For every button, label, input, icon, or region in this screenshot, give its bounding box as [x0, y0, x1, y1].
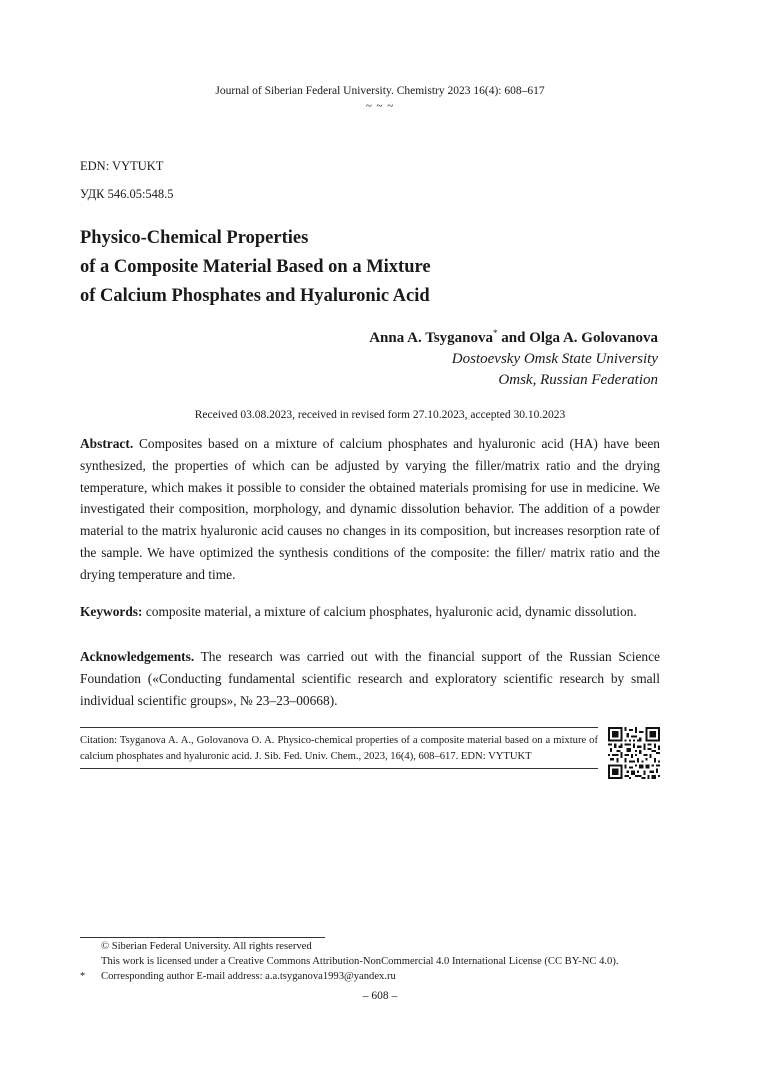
journal-header: Journal of Siberian Federal University. Chemistry 2023 16(4): 608–617 [215, 85, 545, 97]
edn-code: EDN: VYTUKT [80, 159, 164, 173]
article-title [80, 224, 640, 311]
author-1: Anna A. Tsyganova [369, 330, 494, 346]
header-separator: ~ ~ ~ [365, 100, 395, 112]
author-list [369, 328, 658, 347]
title-line-2: of a Composite Material Based on a Mixture [80, 257, 431, 277]
affiliation [452, 349, 658, 391]
citation-text: Citation: Tsyganova A. A., Golovanova O. A. Physico-chemical properties of a composite material based on a mixture of calcium phosphates and hyaluronic acid. J. Sib. Fed. Univ. Chem., 2023, 16(4), 608–617. EDN: VYTUKT [80, 735, 598, 762]
acknowledgements-text: The research was carried out with the financial support of the Russian Science Foundation («Conducting fundamental scientific research and exploratory scientific research by small individual scientific groups», № 23–23–00668). [80, 649, 660, 708]
copyright-note: © Siberian Federal University. All rights reserved [101, 941, 312, 952]
citation-rule-bottom [80, 768, 598, 769]
author-connector: and [497, 330, 530, 346]
affiliation-university: Dostoevsky Omsk State University [451, 351, 658, 367]
citation-rule-top [80, 727, 598, 728]
udk-code: УДК 546.05:548.5 [80, 187, 174, 201]
abstract-label: Abstract. [80, 436, 134, 451]
affiliation-location: Omsk, Russian Federation [498, 372, 658, 388]
corresponding-mark: * [493, 328, 498, 338]
acknowledgements-section [80, 646, 660, 711]
author-2: Olga A. Golovanova [529, 330, 658, 346]
page-number: – 608 – [362, 990, 398, 1002]
received-dates: Received 03.08.2023, received in revised form 27.10.2023, accepted 30.10.2023 [194, 409, 566, 421]
corresponding-email: Corresponding author E-mail address: a.a.tsyganova1993@yandex.ru [101, 971, 396, 982]
title-line-1: Physico-Chemical Properties [80, 228, 309, 248]
qr-code-icon[interactable] [608, 727, 660, 779]
keywords-text: composite material, a mixture of calcium phosphates, hyaluronic acid, dynamic dissolution. [142, 604, 637, 619]
footnote-star: * [80, 971, 86, 982]
corresponding-author-note [80, 971, 396, 982]
footnote-separator [80, 937, 325, 938]
keywords-section [80, 601, 660, 623]
abstract-text: Composites based on a mixture of calcium phosphates and hyaluronic acid (HA) have been synthesized, the properties of which can be adjusted by varying the filler/matrix ratio and the drying temperature, which makes it possible to consider the obtained materials promising for use in medicine. We investigated their composition, morphology, and dynamic dissolution behavior. The addition of a powder material to the matrix hyaluronic acid causes no changes in its composition, but increases resorption rate of the sample. We have optimized the synthesis conditions of the composite: the filler/ matrix ratio and the drying temperature and time. [80, 436, 660, 582]
abstract-section [80, 433, 660, 586]
keywords-label: Keywords: [80, 604, 143, 619]
license-note: This work is licensed under a Creative Commons Attribution-NonCommercial 4.0 International License (CC BY-NC 4.0). [101, 956, 619, 967]
acknowledgements-label: Acknowledgements. [80, 649, 195, 664]
title-line-3: of Calcium Phosphates and Hyaluronic Acid [80, 286, 430, 306]
